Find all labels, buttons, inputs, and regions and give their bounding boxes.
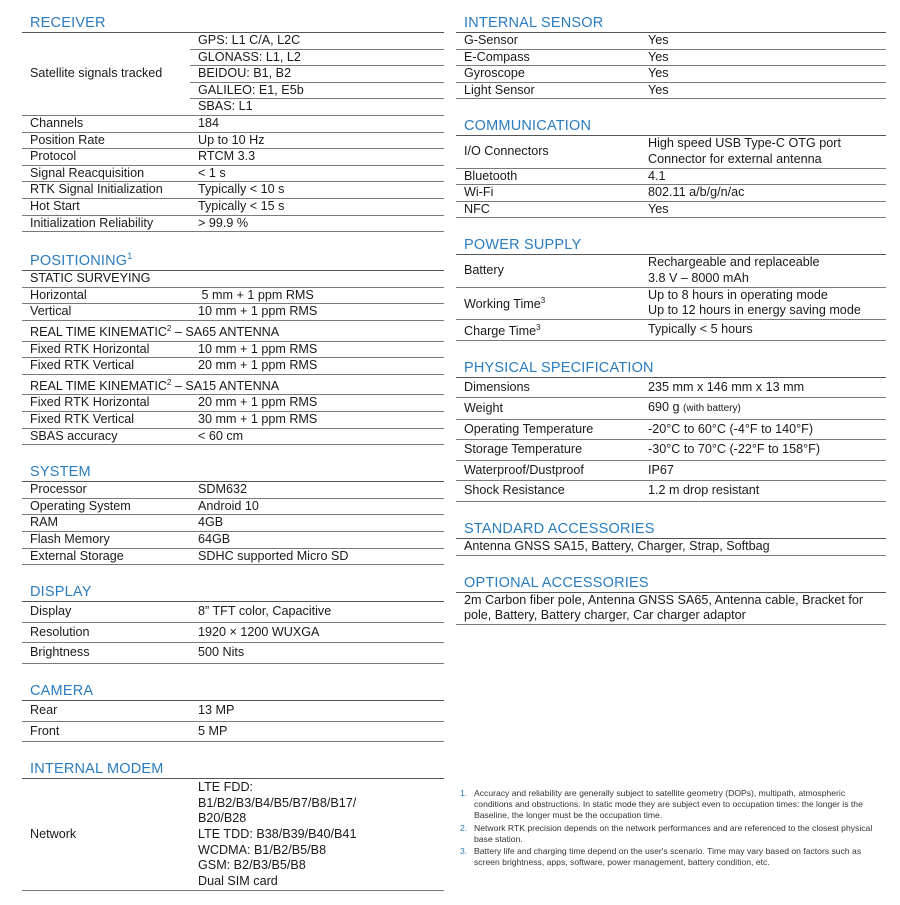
receiver-title: RECEIVER: [22, 10, 444, 33]
table-row: [22, 701, 444, 721]
standard-accessories-table: [456, 539, 886, 556]
table-row: [22, 374, 444, 395]
table-row: [22, 271, 444, 287]
spec-value: 4GB: [190, 515, 444, 532]
rtk-sa15-heading: [22, 374, 444, 395]
network-line: GSM: B2/B3/B5/B8: [198, 858, 306, 873]
spec-value: < 60 cm: [190, 428, 444, 445]
io-line: Connector for external antenna: [648, 151, 822, 166]
spec-value: 10 mm + 1 ppm RMS: [190, 341, 444, 358]
table-row: [22, 287, 444, 304]
spec-label: G-Sensor: [456, 33, 640, 49]
spec-label: Fixed RTK Vertical: [22, 358, 190, 375]
spec-label: Fixed RTK Horizontal: [22, 395, 190, 412]
table-row: [22, 304, 444, 321]
charge-time-value: Typically < 5 hours: [640, 319, 886, 340]
display-table: [22, 602, 444, 664]
spec-value: 802.11 a/b/g/n/ac: [640, 185, 886, 202]
communication-table: [456, 136, 886, 218]
spec-value: Typically < 10 s: [190, 182, 444, 199]
right-column: [456, 10, 886, 639]
table-row: [22, 721, 444, 742]
spec-value: Yes: [640, 82, 886, 99]
signal-value: GALILEO: E1, E5b: [190, 82, 444, 99]
sensor-section: [456, 10, 886, 99]
table-row: [456, 378, 886, 398]
footnotes: [460, 788, 885, 869]
spec-label: Resolution: [22, 622, 190, 643]
table-row: [456, 398, 886, 420]
optional-accessories-section: [456, 570, 886, 625]
footnote: [460, 823, 885, 845]
table-row: [22, 602, 444, 622]
spec-label: External Storage: [22, 548, 190, 565]
table-row: [456, 593, 886, 625]
weight-text: 690 g: [648, 400, 680, 415]
battery-label: Battery: [456, 255, 640, 287]
working-time-label: [456, 287, 640, 319]
spec-label: RTK Signal Initialization: [22, 182, 190, 199]
table-row: [22, 132, 444, 149]
table-row: [22, 341, 444, 358]
spec-value: 20 mm + 1 ppm RMS: [190, 358, 444, 375]
table-row: [22, 320, 444, 341]
footnote-text: Network RTK precision depends on the network performances and are referenced to the closest physical base station.: [474, 822, 873, 844]
physical-section: [456, 355, 886, 503]
spec-value: 1920 × 1200 WUXGA: [190, 622, 444, 643]
optional-accessories-table: [456, 593, 886, 625]
spec-value: -30°C to 70°C (-22°F to 158°F): [640, 440, 886, 461]
left-column: [22, 10, 444, 905]
table-row: [22, 643, 444, 664]
spec-value: 1.2 m drop resistant: [640, 481, 886, 502]
table-row: [456, 319, 886, 340]
system-title: SYSTEM: [22, 459, 444, 482]
network-line: LTE TDD: B38/B39/B40/B41: [198, 826, 357, 841]
spec-label: RAM: [22, 515, 190, 532]
standard-accessories-text: Antenna GNSS SA15, Battery, Charger, Strap, Softbag: [456, 539, 886, 555]
power-title: POWER SUPPLY: [456, 232, 886, 255]
spec-value: Yes: [640, 66, 886, 83]
spec-label: Fixed RTK Horizontal: [22, 341, 190, 358]
footnote-ref: 2: [166, 323, 172, 333]
io-line: High speed USB Type-C OTG port: [648, 136, 841, 151]
spec-label: Channels: [22, 115, 190, 132]
spec-label: Weight: [456, 398, 640, 420]
spec-value: 13 MP: [190, 701, 444, 721]
antenna-suffix: – SA15 ANTENNA: [171, 378, 280, 393]
spec-value: 4.1: [640, 168, 886, 185]
spec-label: Dimensions: [456, 378, 640, 398]
charge-time-label: [456, 319, 640, 340]
table-row: [22, 548, 444, 565]
battery-line: 3.8 V – 8000 mAh: [648, 270, 749, 285]
positioning-title: [22, 246, 444, 271]
table-row: [22, 428, 444, 445]
spec-value: Yes: [640, 49, 886, 66]
working-time-text: Working Time: [464, 297, 541, 312]
table-row: [456, 539, 886, 555]
table-row: [22, 165, 444, 182]
io-label: I/O Connectors: [456, 136, 640, 168]
table-row: [456, 440, 886, 461]
footnote-number: 1.: [460, 788, 468, 798]
spec-label: Shock Resistance: [456, 481, 640, 502]
spec-value: Typically < 15 s: [190, 198, 444, 215]
spec-value: 500 Nits: [190, 643, 444, 664]
spec-value: Yes: [640, 33, 886, 49]
spec-label: Waterproof/Dustproof: [456, 460, 640, 481]
spec-value: 5 MP: [190, 721, 444, 742]
communication-section: [456, 113, 886, 218]
table-row: [22, 395, 444, 412]
spec-value: 235 mm x 146 mm x 13 mm: [640, 378, 886, 398]
battery-value: [640, 255, 886, 287]
spec-label: Display: [22, 602, 190, 622]
spec-label: Horizontal: [22, 287, 190, 304]
standard-accessories-title: STANDARD ACCESSORIES: [456, 516, 886, 539]
signal-value: GPS: L1 C/A, L2C: [190, 33, 444, 49]
signal-value: SBAS: L1: [190, 99, 444, 116]
footnote-number: 2.: [460, 822, 468, 833]
spec-label: Protocol: [22, 149, 190, 166]
table-row: [456, 49, 886, 66]
table-row: [22, 532, 444, 549]
spec-value: 8” TFT color, Capacitive: [190, 602, 444, 622]
spec-label: Brightness: [22, 643, 190, 664]
spec-label: Wi-Fi: [456, 185, 640, 202]
physical-title: PHYSICAL SPECIFICATION: [456, 355, 886, 378]
table-row: [22, 215, 444, 232]
antenna-suffix: – SA65 ANTENNA: [171, 324, 280, 339]
camera-title: CAMERA: [22, 678, 444, 701]
spec-label: Operating System: [22, 498, 190, 515]
table-row: [456, 255, 886, 287]
working-time-value: [640, 287, 886, 319]
spec-label: Position Rate: [22, 132, 190, 149]
spec-label: Fixed RTK Vertical: [22, 412, 190, 429]
system-section: [22, 459, 444, 565]
spec-value: -20°C to 60°C (-4°F to 140°F): [640, 419, 886, 440]
signal-value: GLONASS: L1, L2: [190, 49, 444, 66]
table-row: [456, 185, 886, 202]
table-row: [22, 515, 444, 532]
spec-value: Android 10: [190, 498, 444, 515]
table-row: [22, 498, 444, 515]
spec-label: Signal Reacquisition: [22, 165, 190, 182]
network-label: Network: [22, 779, 190, 891]
footnote-number: 3.: [460, 846, 468, 857]
spec-label: NFC: [456, 201, 640, 218]
optional-accessories-text: 2m Carbon fiber pole, Antenna GNSS SA65, Antenna cable, Bracket for pole, Battery, Battery charger, Car charger adaptor: [456, 593, 886, 625]
power-table: [456, 255, 886, 340]
table-row: [22, 198, 444, 215]
table-row: [456, 419, 886, 440]
table-row: [456, 201, 886, 218]
table-row: [22, 779, 444, 891]
network-line: Dual SIM card: [198, 873, 278, 888]
system-table: [22, 482, 444, 565]
spec-value: 64GB: [190, 532, 444, 549]
receiver-table: [22, 33, 444, 232]
spec-value: > 99.9 %: [190, 215, 444, 232]
standard-accessories-section: [456, 516, 886, 556]
spec-label: Bluetooth: [456, 168, 640, 185]
weight-note: (with battery): [683, 403, 741, 415]
spec-label: Rear: [22, 701, 190, 721]
spec-label: Processor: [22, 482, 190, 498]
spec-label: Gyroscope: [456, 66, 640, 83]
table-row: [456, 82, 886, 99]
signals-label: Satellite signals tracked: [22, 33, 190, 115]
physical-table: [456, 378, 886, 503]
power-section: [456, 232, 886, 340]
table-row: [456, 481, 886, 502]
rtk-sa65-heading: [22, 320, 444, 341]
footnote-text: Battery life and charging time depend on the user's scenario. Time may vary based on factors such as screen brightness, apps, software, power management, battery condition, etc.: [474, 846, 862, 868]
communication-title: COMMUNICATION: [456, 113, 886, 136]
positioning-section: [22, 246, 444, 445]
table-row: [22, 482, 444, 498]
table-row: [22, 115, 444, 132]
display-section: [22, 579, 444, 664]
spec-label: SBAS accuracy: [22, 428, 190, 445]
camera-section: [22, 678, 444, 742]
sensor-title: INTERNAL SENSOR: [456, 10, 886, 33]
spec-value: 10 mm + 1 ppm RMS: [190, 304, 444, 321]
spec-value: IP67: [640, 460, 886, 481]
static-surveying-heading: STATIC SURVEYING: [22, 271, 444, 287]
footnote-ref: 3: [540, 296, 546, 306]
spec-value: Yes: [640, 201, 886, 218]
table-row: [22, 182, 444, 199]
receiver-section: [22, 10, 444, 232]
table-row: [22, 358, 444, 375]
spec-label: Initialization Reliability: [22, 215, 190, 232]
table-row: [456, 66, 886, 83]
spec-value: Up to 10 Hz: [190, 132, 444, 149]
footnote-ref: 1: [127, 251, 133, 262]
spec-label: Storage Temperature: [456, 440, 640, 461]
charge-time-text: Charge Time: [464, 323, 537, 338]
io-value: [640, 136, 886, 168]
spec-label: Light Sensor: [456, 82, 640, 99]
positioning-table: [22, 271, 444, 445]
network-line: WCDMA: B1/B2/B5/B8: [198, 842, 327, 857]
spec-label: Front: [22, 721, 190, 742]
spec-label: E-Compass: [456, 49, 640, 66]
table-row: [456, 33, 886, 49]
working-line: Up to 12 hours in energy saving mode: [648, 303, 861, 318]
spec-value: 184: [190, 115, 444, 132]
weight-value: [640, 398, 886, 420]
spec-value: 20 mm + 1 ppm RMS: [190, 395, 444, 412]
network-line: B20/B28: [198, 811, 247, 826]
table-row: [22, 622, 444, 643]
spec-label: Vertical: [22, 304, 190, 321]
spec-value: < 1 s: [190, 165, 444, 182]
battery-line: Rechargeable and replaceable: [648, 255, 820, 270]
spec-value: RTCM 3.3: [190, 149, 444, 166]
network-line: B1/B2/B3/B4/B5/B7/B8/B17/: [198, 795, 357, 810]
table-row: [456, 287, 886, 319]
spec-label: Flash Memory: [22, 532, 190, 549]
table-row: [456, 136, 886, 168]
spec-value: 5 mm + 1 ppm RMS: [190, 287, 444, 304]
working-line: Up to 8 hours in operating mode: [648, 287, 828, 302]
modem-section: [22, 756, 444, 891]
spec-value: SDHC supported Micro SD: [190, 548, 444, 565]
table-row: [456, 168, 886, 185]
footnote: [460, 846, 885, 868]
table-row: [22, 33, 444, 49]
spec-value: SDM632: [190, 482, 444, 498]
sensor-table: [456, 33, 886, 99]
optional-accessories-title: OPTIONAL ACCESSORIES: [456, 570, 886, 593]
footnote-text: Accuracy and reliability are generally subject to satellite geometry (DOPs), multipath, atmospheric conditions and obstructions. In static mode they are subject even to occupation times: the longer is the Baseline, the longer must be the occupation time.: [474, 788, 863, 821]
table-row: [456, 460, 886, 481]
footnote-ref: 2: [166, 377, 172, 387]
table-row: [22, 412, 444, 429]
spec-label: Operating Temperature: [456, 419, 640, 440]
footnote: [460, 788, 885, 822]
modem-title: INTERNAL MODEM: [22, 756, 444, 779]
modem-table: [22, 779, 444, 891]
network-value: [190, 779, 444, 891]
signal-value: BEIDOU: B1, B2: [190, 66, 444, 83]
camera-table: [22, 701, 444, 742]
spec-value: 30 mm + 1 ppm RMS: [190, 412, 444, 429]
rtk-label: REAL TIME KINEMATIC: [30, 324, 167, 339]
network-line: LTE FDD:: [198, 780, 254, 795]
rtk-label: REAL TIME KINEMATIC: [30, 378, 167, 393]
footnote-ref: 3: [536, 322, 541, 332]
positioning-title-text: POSITIONING: [30, 252, 128, 269]
display-title: DISPLAY: [22, 579, 444, 602]
spec-label: Hot Start: [22, 198, 190, 215]
table-row: [22, 149, 444, 166]
